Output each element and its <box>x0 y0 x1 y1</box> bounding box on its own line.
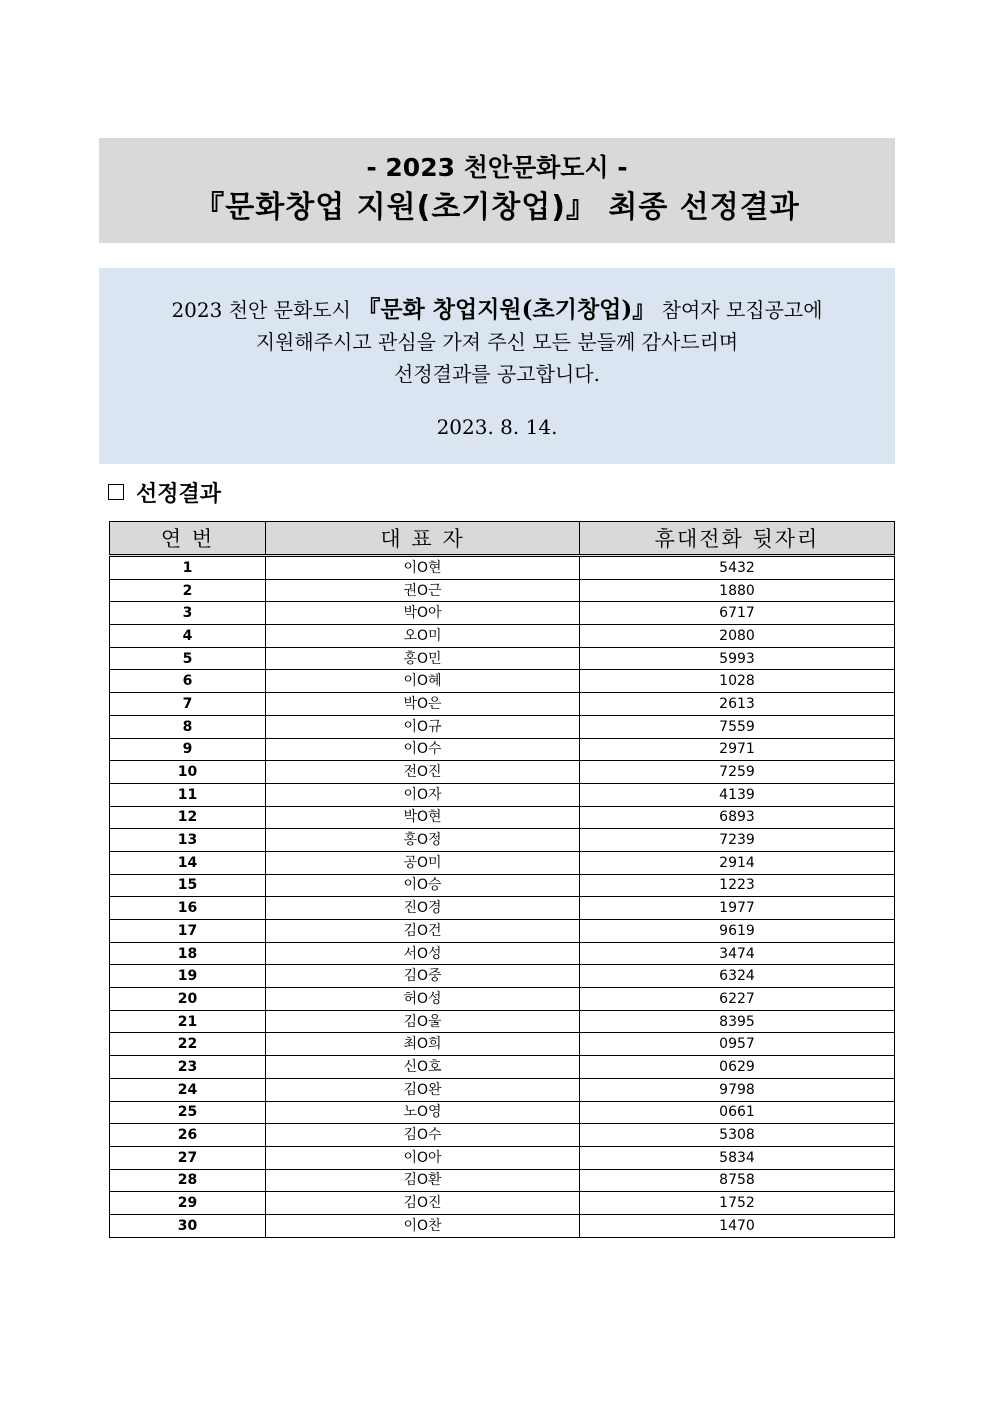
header-representative: 대 표 자 <box>266 522 580 556</box>
cell-representative: 홍O정 <box>266 829 580 852</box>
cell-number: 5 <box>110 647 266 670</box>
cell-number: 28 <box>110 1169 266 1192</box>
table-row <box>110 920 895 943</box>
table-row <box>110 965 895 988</box>
cell-phone-suffix: 7239 <box>580 829 895 852</box>
cell-phone-suffix: 1752 <box>580 1192 895 1215</box>
cell-phone-suffix: 2613 <box>580 693 895 716</box>
cell-phone-suffix: 4139 <box>580 783 895 806</box>
table-row <box>110 1010 895 1033</box>
table-row <box>110 874 895 897</box>
notice-box <box>99 268 895 464</box>
cell-representative: 공O미 <box>266 851 580 874</box>
notice-line-3: 선정결과를 공고합니다. <box>394 362 600 386</box>
table-row <box>110 1169 895 1192</box>
notice-date: 2023. 8. 14. <box>436 415 558 439</box>
cell-number: 23 <box>110 1056 266 1079</box>
cell-representative: 이O자 <box>266 783 580 806</box>
table-row <box>110 1192 895 1215</box>
cell-phone-suffix: 5993 <box>580 647 895 670</box>
cell-number: 4 <box>110 625 266 648</box>
cell-representative: 박O아 <box>266 602 580 625</box>
cell-representative: 서O성 <box>266 942 580 965</box>
cell-phone-suffix: 8758 <box>580 1169 895 1192</box>
checkbox-icon <box>108 484 124 500</box>
cell-number: 6 <box>110 670 266 693</box>
cell-number: 8 <box>110 715 266 738</box>
page-title: 『문화창업 지원(초기창업)』 최종 선정결과 <box>194 189 800 225</box>
result-table <box>109 521 895 1238</box>
cell-phone-suffix: 9619 <box>580 920 895 943</box>
cell-phone-suffix: 6227 <box>580 988 895 1011</box>
cell-representative: 박O현 <box>266 806 580 829</box>
cell-phone-suffix: 1028 <box>580 670 895 693</box>
table-row <box>110 693 895 716</box>
cell-number: 22 <box>110 1033 266 1056</box>
table-header-row <box>110 522 895 556</box>
cell-number: 18 <box>110 942 266 965</box>
cell-representative: 김O환 <box>266 1169 580 1192</box>
table-row <box>110 715 895 738</box>
notice-text <box>99 294 895 390</box>
cell-phone-suffix: 6893 <box>580 806 895 829</box>
cell-phone-suffix: 6324 <box>580 965 895 988</box>
cell-phone-suffix: 2914 <box>580 851 895 874</box>
cell-representative: 이O규 <box>266 715 580 738</box>
notice-line-2: 지원해주시고 관심을 가져 주신 모든 분들께 감사드리며 <box>255 330 739 354</box>
table-row <box>110 738 895 761</box>
cell-representative: 박O은 <box>266 693 580 716</box>
cell-representative: 김O건 <box>266 920 580 943</box>
cell-phone-suffix: 6717 <box>580 602 895 625</box>
table-row <box>110 625 895 648</box>
cell-phone-suffix: 1223 <box>580 874 895 897</box>
table-row <box>110 1146 895 1169</box>
cell-phone-suffix: 5432 <box>580 556 895 580</box>
table-row <box>110 761 895 784</box>
table-row <box>110 647 895 670</box>
cell-phone-suffix: 0957 <box>580 1033 895 1056</box>
cell-number: 2 <box>110 579 266 602</box>
cell-representative: 이O혜 <box>266 670 580 693</box>
table-row <box>110 851 895 874</box>
cell-number: 3 <box>110 602 266 625</box>
table-row <box>110 1033 895 1056</box>
table-row <box>110 829 895 852</box>
notice-line-1-pre: 2023 천안 문화도시 <box>171 298 358 322</box>
table-row <box>110 579 895 602</box>
table-row <box>110 783 895 806</box>
header-phone-suffix: 휴대전화 뒷자리 <box>580 522 895 556</box>
cell-representative: 권O근 <box>266 579 580 602</box>
header-number: 연 번 <box>110 522 266 556</box>
cell-phone-suffix: 1977 <box>580 897 895 920</box>
cell-phone-suffix: 8395 <box>580 1010 895 1033</box>
table-row <box>110 602 895 625</box>
cell-phone-suffix: 1880 <box>580 579 895 602</box>
table-row <box>110 1056 895 1079</box>
cell-number: 13 <box>110 829 266 852</box>
cell-number: 29 <box>110 1192 266 1215</box>
cell-phone-suffix: 7259 <box>580 761 895 784</box>
cell-number: 1 <box>110 556 266 580</box>
table-row <box>110 1101 895 1124</box>
cell-number: 17 <box>110 920 266 943</box>
cell-representative: 김O중 <box>266 965 580 988</box>
notice-line-1-post: 참여자 모집공고에 <box>655 298 823 322</box>
cell-phone-suffix: 0629 <box>580 1056 895 1079</box>
cell-representative: 최O희 <box>266 1033 580 1056</box>
cell-phone-suffix: 1470 <box>580 1214 895 1237</box>
table-row <box>110 1214 895 1237</box>
cell-number: 19 <box>110 965 266 988</box>
cell-number: 30 <box>110 1214 266 1237</box>
table-row <box>110 942 895 965</box>
cell-representative: 이O찬 <box>266 1214 580 1237</box>
cell-phone-suffix: 2971 <box>580 738 895 761</box>
cell-representative: 홍O민 <box>266 647 580 670</box>
cell-representative: 전O진 <box>266 761 580 784</box>
cell-representative: 오O미 <box>266 625 580 648</box>
cell-representative: 김O수 <box>266 1124 580 1147</box>
section-heading <box>108 476 221 508</box>
cell-phone-suffix: 5308 <box>580 1124 895 1147</box>
cell-number: 11 <box>110 783 266 806</box>
cell-number: 26 <box>110 1124 266 1147</box>
cell-phone-suffix: 7559 <box>580 715 895 738</box>
cell-number: 16 <box>110 897 266 920</box>
cell-number: 10 <box>110 761 266 784</box>
table-row <box>110 670 895 693</box>
title-subheading: - 2023 천안문화도시 - <box>366 152 628 182</box>
cell-number: 15 <box>110 874 266 897</box>
cell-representative: 진O경 <box>266 897 580 920</box>
cell-phone-suffix: 0661 <box>580 1101 895 1124</box>
cell-representative: 이O현 <box>266 556 580 580</box>
cell-representative: 노O영 <box>266 1101 580 1124</box>
cell-number: 7 <box>110 693 266 716</box>
table-row <box>110 556 895 580</box>
cell-representative: 신O호 <box>266 1056 580 1079</box>
table-row <box>110 1078 895 1101</box>
cell-number: 14 <box>110 851 266 874</box>
cell-representative: 김O진 <box>266 1192 580 1215</box>
cell-number: 25 <box>110 1101 266 1124</box>
table-body <box>110 556 895 1238</box>
cell-number: 21 <box>110 1010 266 1033</box>
cell-representative: 이O수 <box>266 738 580 761</box>
cell-representative: 이O승 <box>266 874 580 897</box>
cell-number: 9 <box>110 738 266 761</box>
cell-phone-suffix: 3474 <box>580 942 895 965</box>
cell-number: 24 <box>110 1078 266 1101</box>
table-row <box>110 1124 895 1147</box>
table-row <box>110 806 895 829</box>
cell-number: 12 <box>110 806 266 829</box>
cell-phone-suffix: 9798 <box>580 1078 895 1101</box>
cell-number: 27 <box>110 1146 266 1169</box>
title-box <box>99 138 895 243</box>
cell-representative: 김O울 <box>266 1010 580 1033</box>
section-title: 선정결과 <box>136 480 222 507</box>
cell-number: 20 <box>110 988 266 1011</box>
cell-representative: 이O아 <box>266 1146 580 1169</box>
cell-representative: 허O성 <box>266 988 580 1011</box>
cell-phone-suffix: 2080 <box>580 625 895 648</box>
table-row <box>110 897 895 920</box>
cell-representative: 김O완 <box>266 1078 580 1101</box>
notice-program-name: 『문화 창업지원(초기창업)』 <box>357 296 656 323</box>
notice-line-1 <box>99 294 895 326</box>
cell-phone-suffix: 5834 <box>580 1146 895 1169</box>
table-row <box>110 988 895 1011</box>
